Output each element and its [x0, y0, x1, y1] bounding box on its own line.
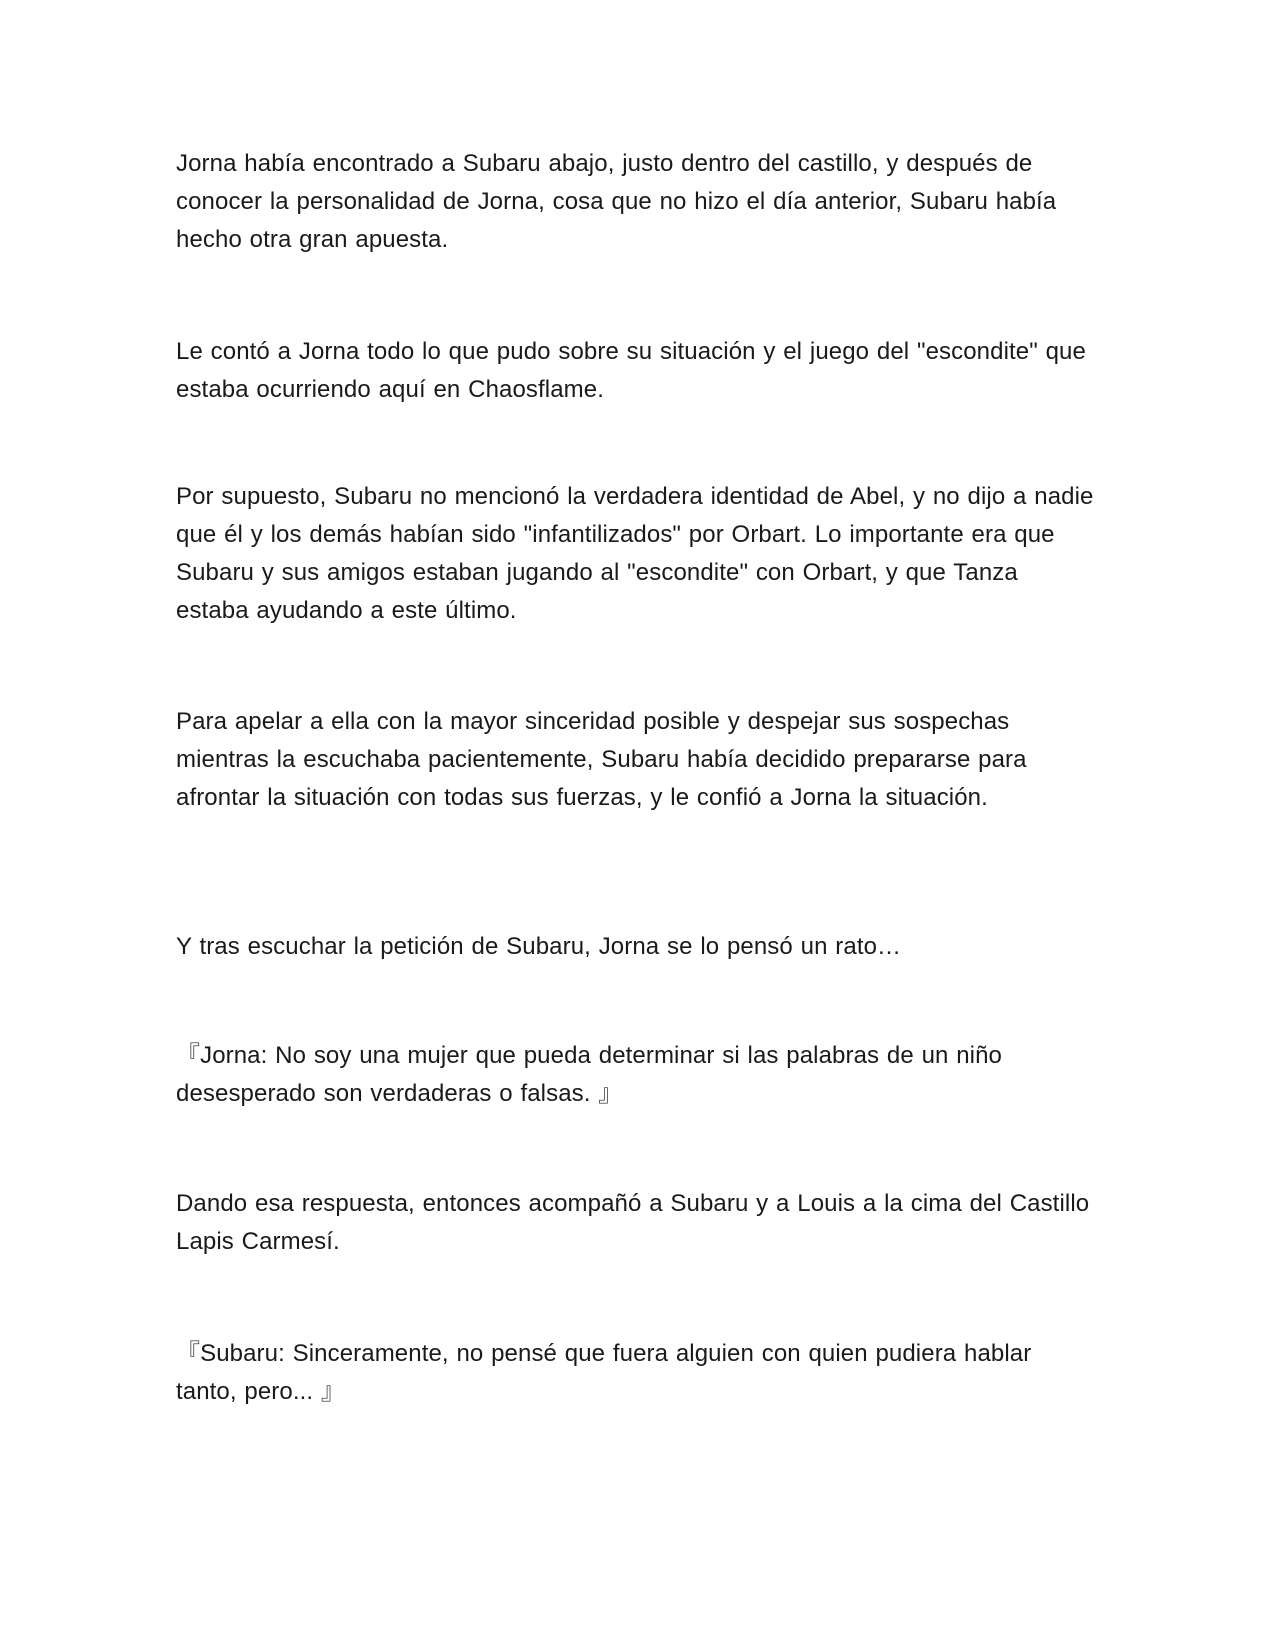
- paragraph-7: Dando esa respuesta, entonces acompañó a Subaru y a Louis a la cima del Castillo Lapis Carmesí.: [176, 1190, 1090, 1255]
- dialogue-jorna: 『Jorna: No soy una mujer que pueda determinar si las palabras de un niño desesperado son verdaderas o falsas. 』: [176, 1042, 1003, 1107]
- paragraph-1: Jorna había encontrado a Subaru abajo, justo dentro del castillo, y después de conocer la personalidad de Jorna, cosa que no hizo el día anterior, Subaru había hecho otra gran apuesta.: [176, 150, 1057, 253]
- paragraph-3: Por supuesto, Subaru no mencionó la verdadera identidad de Abel, y no dijo a nadie que él y los demás habían sido "infantilizados" por Orbart. Lo importante era que Subaru y sus amigos estaban jugando al "escondite" con Orbart, y que Tanza estaba ayudando a este último.: [176, 483, 1094, 624]
- paragraph-2: Le contó a Jorna todo lo que pudo sobre su situación y el juego del "escondite" que estaba ocurriendo aquí en Chaosflame.: [176, 338, 1086, 403]
- paragraph-4: Para apelar a ella con la mayor sinceridad posible y despejar sus sospechas mientras la escuchaba pacientemente, Subaru había decidido prepararse para afrontar la situación con todas sus fuerzas, y le confió a Jorna la situación.: [176, 708, 1027, 811]
- paragraph-5: Y tras escuchar la petición de Subaru, Jorna se lo pensó un rato…: [176, 933, 902, 960]
- dialogue-subaru: 『Subaru: Sinceramente, no pensé que fuera alguien con quien pudiera hablar tanto, pero... 』: [176, 1340, 1032, 1405]
